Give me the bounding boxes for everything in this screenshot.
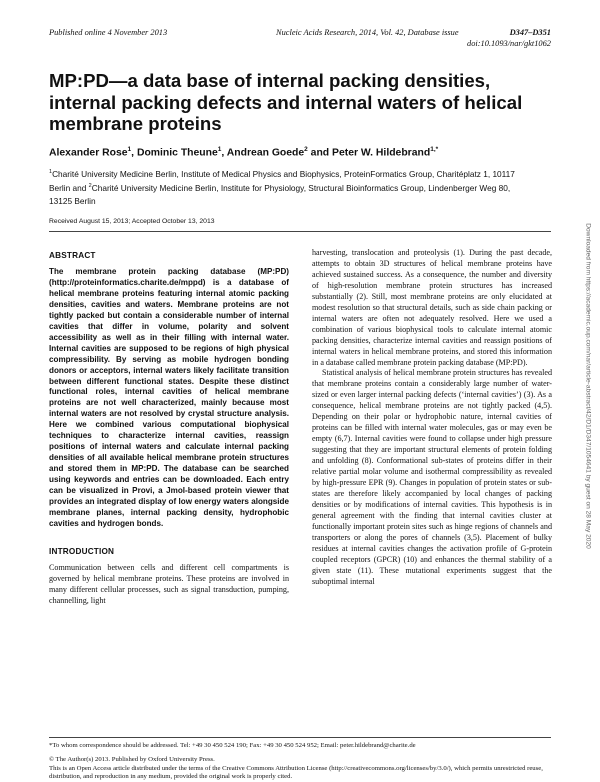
author-name: Andrean Goede [226,147,305,159]
publication-date: Published online 4 November 2013 [49,28,168,37]
correspondence-note: *To whom correspondence should be addressed. Tel: +49 30 450 524 190; Fax: +49 30 450 524 952; Email: peter.hildebrand@charite.de [49,742,416,749]
affiliation-marker: 2 [88,183,92,190]
received-accepted-dates: Received August 15, 2013; Accepted October 13, 2013 [49,218,215,225]
copyright-note: © The Author(s) 2013. Published by Oxford University Press. [49,755,215,763]
running-header [49,27,551,53]
affiliation-marker: 1 [127,146,132,153]
left-column [49,250,289,607]
right-column [312,248,552,588]
affiliation-text: Charité University Medicine Berlin, Institute for Physiology, Structural Bioinformatics Group, Lindenberger Weg 80, 13125 Berlin [49,183,511,206]
affiliation-text: Charité University Medicine Berlin, Institute of Medical Physics and Biophysics, ProteinFormatics Group, Charitéplatz 1, 10117 Berlin and [49,168,515,194]
license-note: This is an Open Access article distributed under the terms of the Creative Commons Attribution License (http://creativecommons.org/licenses/by/3.0/), which permits unrestricted reuse, distribution, and reproduction in any medium, provided the original work is properly cited. [49,764,543,781]
affiliation-marker: 1 [49,169,53,175]
affiliation-marker: 2 [304,146,308,153]
doi-link[interactable]: doi:10.1093/nar/gkt1062 [467,39,551,48]
article-title: MP:PD—a data base of internal packing densities, internal packing defects and internal waters of helical membrane proteins [49,70,523,134]
author-affiliations [49,166,529,207]
footnotes [49,742,551,782]
abstract-heading: ABSTRACT [49,251,96,260]
body-paragraph: Statistical analysis of helical membrane protein structures has revealed that membrane proteins contain a considerably large number of water-sized or even larger internal packing defects (‘internal cavities’) (3). As a consequence, helical membrane proteins are not tightly packed (4,5). Depending on their polar or hydrophobic nature, internal cavities of proteins can be filled with internal water molecules, gas or may even be empty (6,7). Internal cavities were found to collapse under high pressure suggesting that they are important structural elements of protein folding and unfolding (8). Conformational sub-states of proteins differ in their relative partial molar volume and isothermal compressibility as revealed by high-pressure EPR (9). Changes in population of protein states or sub-states are therefore likely accompanied by local changes of packing densities or by modifications of internal cavities. This hypothesis is in general agreement with the finding that internal cavities cluster at functionally important protein sites such as hinge regions of channels and transporters or along the pores of channels (3,5). Placement of bulky residues at internal cavities changes the activation profile of G-protein coupled receptors (GPCR) (10) and enhances the thermal stability of a given state (11). These mutational experiments suggest that the suboptimal internal [312,368,552,586]
footnote-divider [49,737,551,738]
introduction-paragraph: Communication between cells and different cell compartments is governed by helical membrane proteins. These proteins are involved in many different cellular processes, such as signal transduction, pumping, channelling, light [49,562,289,605]
page-range: D347–D351 [509,28,551,37]
download-watermark-text: Downloaded from https://academic.oup.com/nar/article-abstract/42/D1/D347/1054641 by guest on 28 May 2020 [584,223,592,549]
affiliation-marker: 1,* [430,146,439,153]
introduction-heading: INTRODUCTION [49,546,115,556]
section-divider [49,231,551,232]
affiliation-marker: 1 [217,146,222,153]
abstract-text: The membrane protein packing database (MP:PD) (http://proteinformatics.charite.de/mppd) is a database of helical membrane proteins featuring internal atomic packing densities, cavities and waters. Membrane proteins are not tightly packed but contain a considerable number of internal cavities that differ in volume, polarity and solvent accessibility as well as in their filling with internal water. Internal cavities are supposed to be regions of high physical compressibility. By serving as mobile hydrogen bonding donors or acceptors, internal waters likely facilitate transition between different functional states. Despite these distinct functional roles, internal cavities of helical membrane proteins are not well characterized, mainly because most internal waters are not resolved by crystal structure analysis. Here we combined various computational biophysical techniques to characterize internal cavities, reassign positions of internal waters and calculate internal packing densities of all available helical membrane protein structures and stored them in MP:PD. The database can be searched using keywords and entries can be downloaded. Each entry can be visualized in Provi, a Jmol-based protein viewer that provides an integrated display of low energy waters alongside membrane planes, internal packing density, hydrophobic cavities and hydrogen bonds. [49,267,289,528]
author-list: Alexander Rose$^1$, Dominic Theune$^1$, Andrean Goede$^2$ and Peter W. Hildebrand$^{1,*}$ [49,146,439,159]
body-paragraph: harvesting, translocation and proteolysis (1). During the past decade, attempts to obtain 3D structures of helical membrane proteins have achieved sustained success. As a consequence, the number and diversity of high-resolution membrane protein structures has increased substantially (2). Still, most membrane proteins are only elucidated at modest resolution so that structural details, such as side chain packing or internal waters are often not adequately resolved. Here we used a combination of various biophysical tools to calculate internal atomic packing densities, characterize internal cavities and reassign positions of internal waters in helical membrane proteins, and stored this information in a database called membrane protein packing database (MP:PD). [312,248,552,367]
author-name: Dominic Theune [136,147,218,159]
author-name: Peter W. Hildebrand [332,147,431,159]
journal-citation: Nucleic Acids Research, 2014, Vol. 42, Database issue [276,28,459,37]
author-name: Alexander Rose [49,147,128,159]
